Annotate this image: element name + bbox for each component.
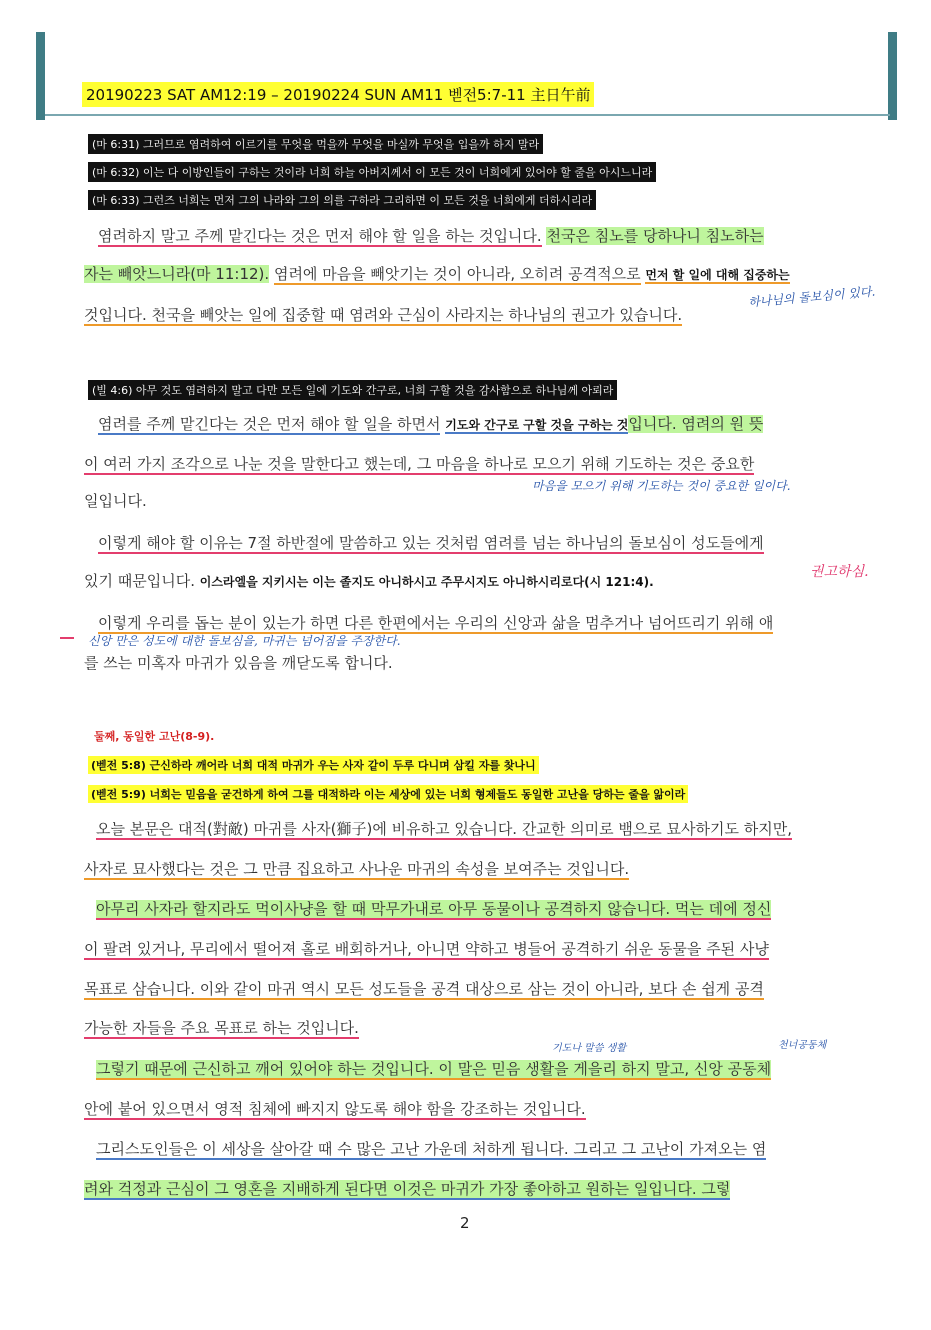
handwritten-note: 하나님의 돌보심이 있다.: [747, 284, 876, 310]
left-accent-bar: [36, 32, 45, 120]
paragraph-line: 이 여러 가지 조각으로 나눈 것을 말한다고 했는데, 그 마음을 하나로 모으기 위해 기도하는 것은 중요한: [84, 455, 755, 473]
verse-1pet-5-8: (벧전 5:8) 근신하라 깨어라 너희 대적 마귀가 우는 사자 같이 두루 다니며 삼킬 자를 찾나니: [88, 756, 539, 774]
handwritten-note: 기도나 말씀 생활: [552, 1043, 626, 1054]
page-number: 2: [460, 1214, 470, 1232]
paragraph-line: 아무리 사자라 할지라도 먹이사냥을 할 때 막무가내로 아무 동물이나 공격하지 않습니다. 먹는 데에 정신: [96, 900, 772, 918]
paragraph-line: 이렇게 해야 할 이유는 7절 하반절에 말씀하고 있는 것처럼 염려를 넘는 하나님의 돌보심이 성도들에게: [98, 534, 764, 552]
verse-phil-4-6: (빌 4:6) 아무 것도 염려하지 말고 다만 모든 일에 기도와 간구로, 너희 구할 것을 감사함으로 하나님께 아뢰라: [88, 380, 617, 400]
paragraph-line: 이렇게 우리를 돕는 분이 있는가 하면 다른 한편에서는 우리의 신앙과 삶을 멈추거나 넘어뜨리기 위해 애: [98, 614, 774, 632]
paragraph-line: 려와 걱정과 근심이 그 영혼을 지배하게 된다면 이것은 마귀가 가장 좋아하고 원하는 일입니다. 그렇: [84, 1180, 731, 1198]
handwritten-note: 천너공동체: [778, 1040, 827, 1051]
paragraph-line: 이 팔려 있거나, 무리에서 떨어져 홀로 배회하거나, 아니면 약하고 병들어 공격하기 쉬운 동물을 주된 사냥: [84, 940, 769, 958]
paragraph-line: 그렇기 때문에 근신하고 깨어 있어야 하는 것입니다. 이 말은 믿음 생활을 게을리 하지 말고, 신앙 공동체: [96, 1060, 772, 1078]
paragraph-line: 그리스도인들은 이 세상을 살아갈 때 수 많은 고난 가운데 처하게 됩니다. 그리고 그 고난이 가져오는 염: [96, 1140, 767, 1158]
paragraph-line: 를 쓰는 미혹자 마귀가 있음을 깨닫도록 합니다.: [84, 654, 393, 672]
paragraph-line: 염려하지 말고 주께 맡긴다는 것은 먼저 해야 할 일을 하는 것입니다. 천국은 침노를 당하나니 침노하는: [98, 227, 764, 245]
section-title: 둘째, 동일한 고난(8-9).: [94, 730, 215, 743]
paragraph-line: 안에 붙어 있으면서 영적 침체에 빠지지 않도록 해야 함을 강조하는 것입니다.: [84, 1100, 586, 1118]
header-rule: [45, 114, 890, 116]
handwritten-note: 마음을 모으기 위해 기도하는 것이 중요한 일이다.: [532, 479, 791, 493]
verse-1pet-5-9: (벧전 5:9) 너희는 믿음을 굳건하게 하여 그를 대적하라 이는 세상에 있는 너희 형제들도 동일한 고난을 당하는 줄을 앎이라: [88, 785, 688, 803]
paragraph-line: 염려를 주께 맡긴다는 것은 먼저 해야 할 일을 하면서 기도와 간구로 구할 것을 구하는 것입니다. 염려의 원 뜻: [98, 415, 764, 433]
paragraph-line: 있기 때문입니다. 이스라엘을 지키시는 이는 졸지도 아니하시고 주무시지도 아니하시리로다(시 121:4).: [84, 572, 654, 590]
paragraph-line: 가능한 자들을 주요 목표로 하는 것입니다.: [84, 1019, 359, 1037]
paragraph-line: 사자로 묘사했다는 것은 그 만큼 집요하고 사나운 마귀의 속성을 보여주는 것입니다.: [84, 860, 630, 878]
handwritten-note: 신앙 만은 성도에 대한 돌보심을, 마귀는 넘어짐을 주장한다.: [88, 634, 401, 648]
margin-mark: [60, 637, 74, 639]
verse-mt-6-31: (마 6:31) 그러므로 염려하여 이르기를 무엇을 먹을까 무엇을 마실까 무엇을 입을까 하지 말라: [88, 134, 543, 154]
paragraph-line: 것입니다. 천국을 빼앗는 일에 집중할 때 염려와 근심이 사라지는 하나님의 권고가 있습니다.: [84, 306, 683, 324]
paragraph-line: 자는 빼앗느니라(마 11:12). 염려에 마음을 빼앗기는 것이 아니라, 오히려 공격적으로 먼저 할 일에 대해 집중하는: [84, 265, 790, 283]
page-header: 20190223 SAT AM12:19 – 20190224 SUN AM11 벧전5:7-11 主日午前: [82, 82, 594, 107]
right-accent-bar: [888, 32, 897, 120]
paragraph-line: 오늘 본문은 대적(對敵) 마귀를 사자(獅子)에 비유하고 있습니다. 간교한 의미로 뱀으로 묘사하기도 하지만,: [96, 820, 793, 838]
verse-mt-6-32: (마 6:32) 이는 다 이방인들이 구하는 것이라 너희 하늘 아버지께서 이 모든 것이 너희에게 있어야 할 줄을 아시느니라: [88, 162, 656, 182]
handwritten-note: 권고하심.: [810, 564, 869, 580]
paragraph-line: 목표로 삼습니다. 이와 같이 마귀 역시 모든 성도들을 공격 대상으로 삼는 것이 아니라, 보다 손 쉽게 공격: [84, 980, 764, 998]
paragraph-line: 일입니다.: [84, 492, 147, 510]
verse-mt-6-33: (마 6:33) 그런즈 너희는 먼저 그의 나라와 그의 의를 구하라 그리하면 이 모든 것을 너희에게 더하시리라: [88, 190, 596, 210]
